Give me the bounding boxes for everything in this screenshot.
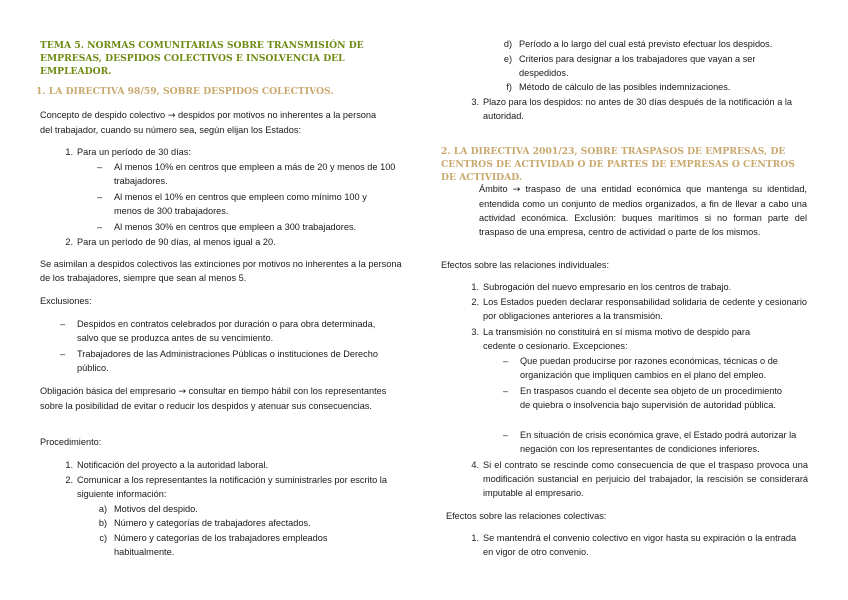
collective-dismissal-concept (40, 108, 390, 137)
individual-effect-4 (471, 458, 808, 500)
period-30-days (65, 145, 397, 159)
concept-label: Concepto de despido colectivo (40, 110, 166, 120)
procedure-step-2 (65, 473, 389, 501)
list-number: 4. (471, 460, 479, 470)
document-title: TEMA 5. NORMAS COMUNITARIAS SOBRE TRANSMISIÓN DE EMPRESAS, DESPIDOS COLECTIVOS E INSOLVENCIA DEL EMPLEADOR. (40, 40, 364, 77)
list-number: 1. (471, 533, 479, 543)
dash-bullet: – (97, 162, 103, 172)
list-text: Notificación del proyecto a la autoridad laboral. (77, 460, 269, 470)
exception-item-2 (503, 384, 792, 412)
list-letter: e) (503, 54, 512, 64)
dash-bullet: – (60, 349, 66, 359)
list-letter: c) (99, 533, 107, 543)
arrow-right-icon: → (512, 184, 521, 195)
exclusion-item-1 (60, 317, 382, 345)
collective-effects-label: Efectos sobre las relaciones colectivas: (446, 511, 607, 521)
procedure-label: Procedimiento: (40, 437, 102, 447)
period-30-item-3 (97, 220, 409, 234)
period-90-days (65, 235, 397, 249)
info-item-f (506, 80, 799, 94)
list-letter: d) (503, 39, 512, 49)
assimilated-paragraph: Se asimilan a despidos colectivos las extinciones por motivos no inherentes a la persona de los trabajadores, siempre que sean al menos 5. (40, 259, 402, 283)
list-number: 3. (471, 97, 479, 107)
individual-effects-label: Efectos sobre las relaciones individuales: (441, 260, 610, 270)
dash-bullet: – (60, 319, 66, 329)
dash-bullet: – (97, 222, 103, 232)
concept-definition: despidos por motivos no inherentes a la persona del trabajador, cuando su número sea, según elijan los Estados: (40, 110, 377, 135)
info-item-a (98, 502, 394, 516)
scope-label: Ámbito (479, 184, 508, 194)
individual-effect-2 (471, 295, 807, 323)
list-text: La transmisión no constituirá en sí misma motivo de despido para cedente o cesionario. Excepciones: (483, 327, 751, 351)
dash-bullet: – (503, 430, 509, 440)
list-number: 2. (65, 237, 73, 247)
list-text: Si el contrato se rescinde como consecuencia de que el traspaso provoca una modificación sustancial en perjuicio del trabajador, la rescisión se considerará imputable al empresario. (483, 460, 808, 498)
individual-effect-1 (471, 280, 805, 294)
list-text: Criterios para designar a los trabajadores que vayan a ser despedidos. (519, 54, 756, 78)
info-item-b (98, 516, 394, 530)
obligation-text: consultar en tiempo hábil con los representantes sobre la posibilidad de evitar o reducir los despidos y atenuar sus consecuencias. (40, 386, 387, 411)
list-text: Período a lo largo del cual está previsto efectuar los despidos. (519, 39, 773, 49)
list-text: En situación de crisis económica grave, el Estado podrá autorizar la negación con los representantes de condiciones inferiores. (520, 430, 797, 454)
list-text: Los Estados pueden declarar responsabilidad solidaria de cedente y cesionario por obligaciones anteriores a la transmisión. (483, 297, 807, 321)
info-item-c (99, 531, 362, 559)
list-number: 3. (471, 327, 479, 337)
section-1-heading: 1. LA DIRECTIVA 98/59, SOBRE DESPIDOS COLECTIVOS. (36, 86, 334, 97)
list-text: Que puedan producirse por razones económicas, técnicas o de organización que impliquen cambios en el plano del empleo. (520, 356, 778, 380)
list-number: 2. (471, 297, 479, 307)
list-text: Número y categorías de trabajadores afectados. (114, 518, 311, 528)
dash-bullet: – (503, 386, 509, 396)
list-text: En traspasos cuando el decente sea objeto de un procedimiento de quiebra o insolvencia bajo supervisión de autoridad pública. (520, 386, 783, 410)
list-letter: a) (98, 504, 107, 514)
dash-bullet: – (97, 192, 103, 202)
info-item-d (503, 37, 807, 51)
section-2-heading: 2. LA DIRECTIVA 2001/23, SOBRE TRASPASOS DE EMPRESAS, DE CENTROS DE ACTIVIDAD O DE PARTES DE EMPRESAS O CENTROS DE ACTIVIDAD. (441, 146, 795, 183)
list-text: Trabajadores de las Administraciones Públicas o instituciones de Derecho público. (77, 349, 378, 373)
list-letter: b) (98, 518, 107, 528)
scope-text: traspaso de una entidad económica que mantenga su identidad, entendida como un conjunto de medios organizados, a fin de llevar a cabo una actividad económica. Exclusión: buques marítimos si no forman parte del traspaso de una empresa, centro de actividad o parte de los mismos. (479, 184, 807, 237)
exclusion-item-2 (60, 347, 407, 375)
exception-item-3 (503, 428, 808, 456)
scope-paragraph (479, 182, 807, 239)
list-text: Para un período de 30 días: (77, 147, 191, 157)
list-letter: f) (506, 82, 512, 92)
period-30-item-2 (97, 190, 396, 218)
list-text: Para un período de 90 días, al menos igual a 20. (77, 237, 276, 247)
arrow-right-icon: → (167, 110, 176, 121)
list-text: Motivos del despido. (114, 504, 198, 514)
procedure-step-3 (471, 95, 808, 123)
list-text: Al menos el 10% en centros que empleen como mínimo 100 y menos de 300 trabajadores. (114, 192, 367, 216)
collective-effect-1 (471, 531, 807, 559)
list-number: 2. (65, 475, 73, 485)
list-text: Método de cálculo de las posibles indemnizaciones. (519, 82, 731, 92)
employer-obligation (40, 384, 404, 413)
period-30-item-1 (97, 160, 404, 188)
list-number: 1. (65, 147, 73, 157)
arrow-right-icon: → (178, 386, 187, 397)
list-text: Se mantendrá el convenio colectivo en vigor hasta su expiración o la entrada en vigor de otro convenio. (483, 533, 797, 557)
list-text: Número y categorías de los trabajadores empleados habitualmente. (114, 533, 328, 557)
list-number: 1. (471, 282, 479, 292)
list-text: Al menos 30% en centros que empleen a 300 trabajadores. (114, 222, 357, 232)
list-text: Subrogación del nuevo empresario en los centros de trabajo. (483, 282, 732, 292)
obligation-label: Obligación básica del empresario (40, 386, 176, 396)
exception-item-1 (503, 354, 805, 382)
list-text: Plazo para los despidos: no antes de 30 días después de la notificación a la autoridad. (483, 97, 793, 121)
list-text: Al menos 10% en centros que empleen a más de 20 y menos de 100 trabajadores. (114, 162, 396, 186)
procedure-step-1 (65, 458, 397, 472)
list-number: 1. (65, 460, 73, 470)
list-text: Despidos en contratos celebrados por duración o para obra determinada, salvo que se produzca antes de su vencimiento. (77, 319, 376, 343)
individual-effect-3 (471, 325, 783, 353)
exclusions-label: Exclusiones: (40, 296, 92, 306)
dash-bullet: – (503, 356, 509, 366)
list-text: Comunicar a los representantes la notificación y suministrarles por escrito la siguiente información: (77, 475, 387, 499)
info-item-e (503, 52, 799, 80)
